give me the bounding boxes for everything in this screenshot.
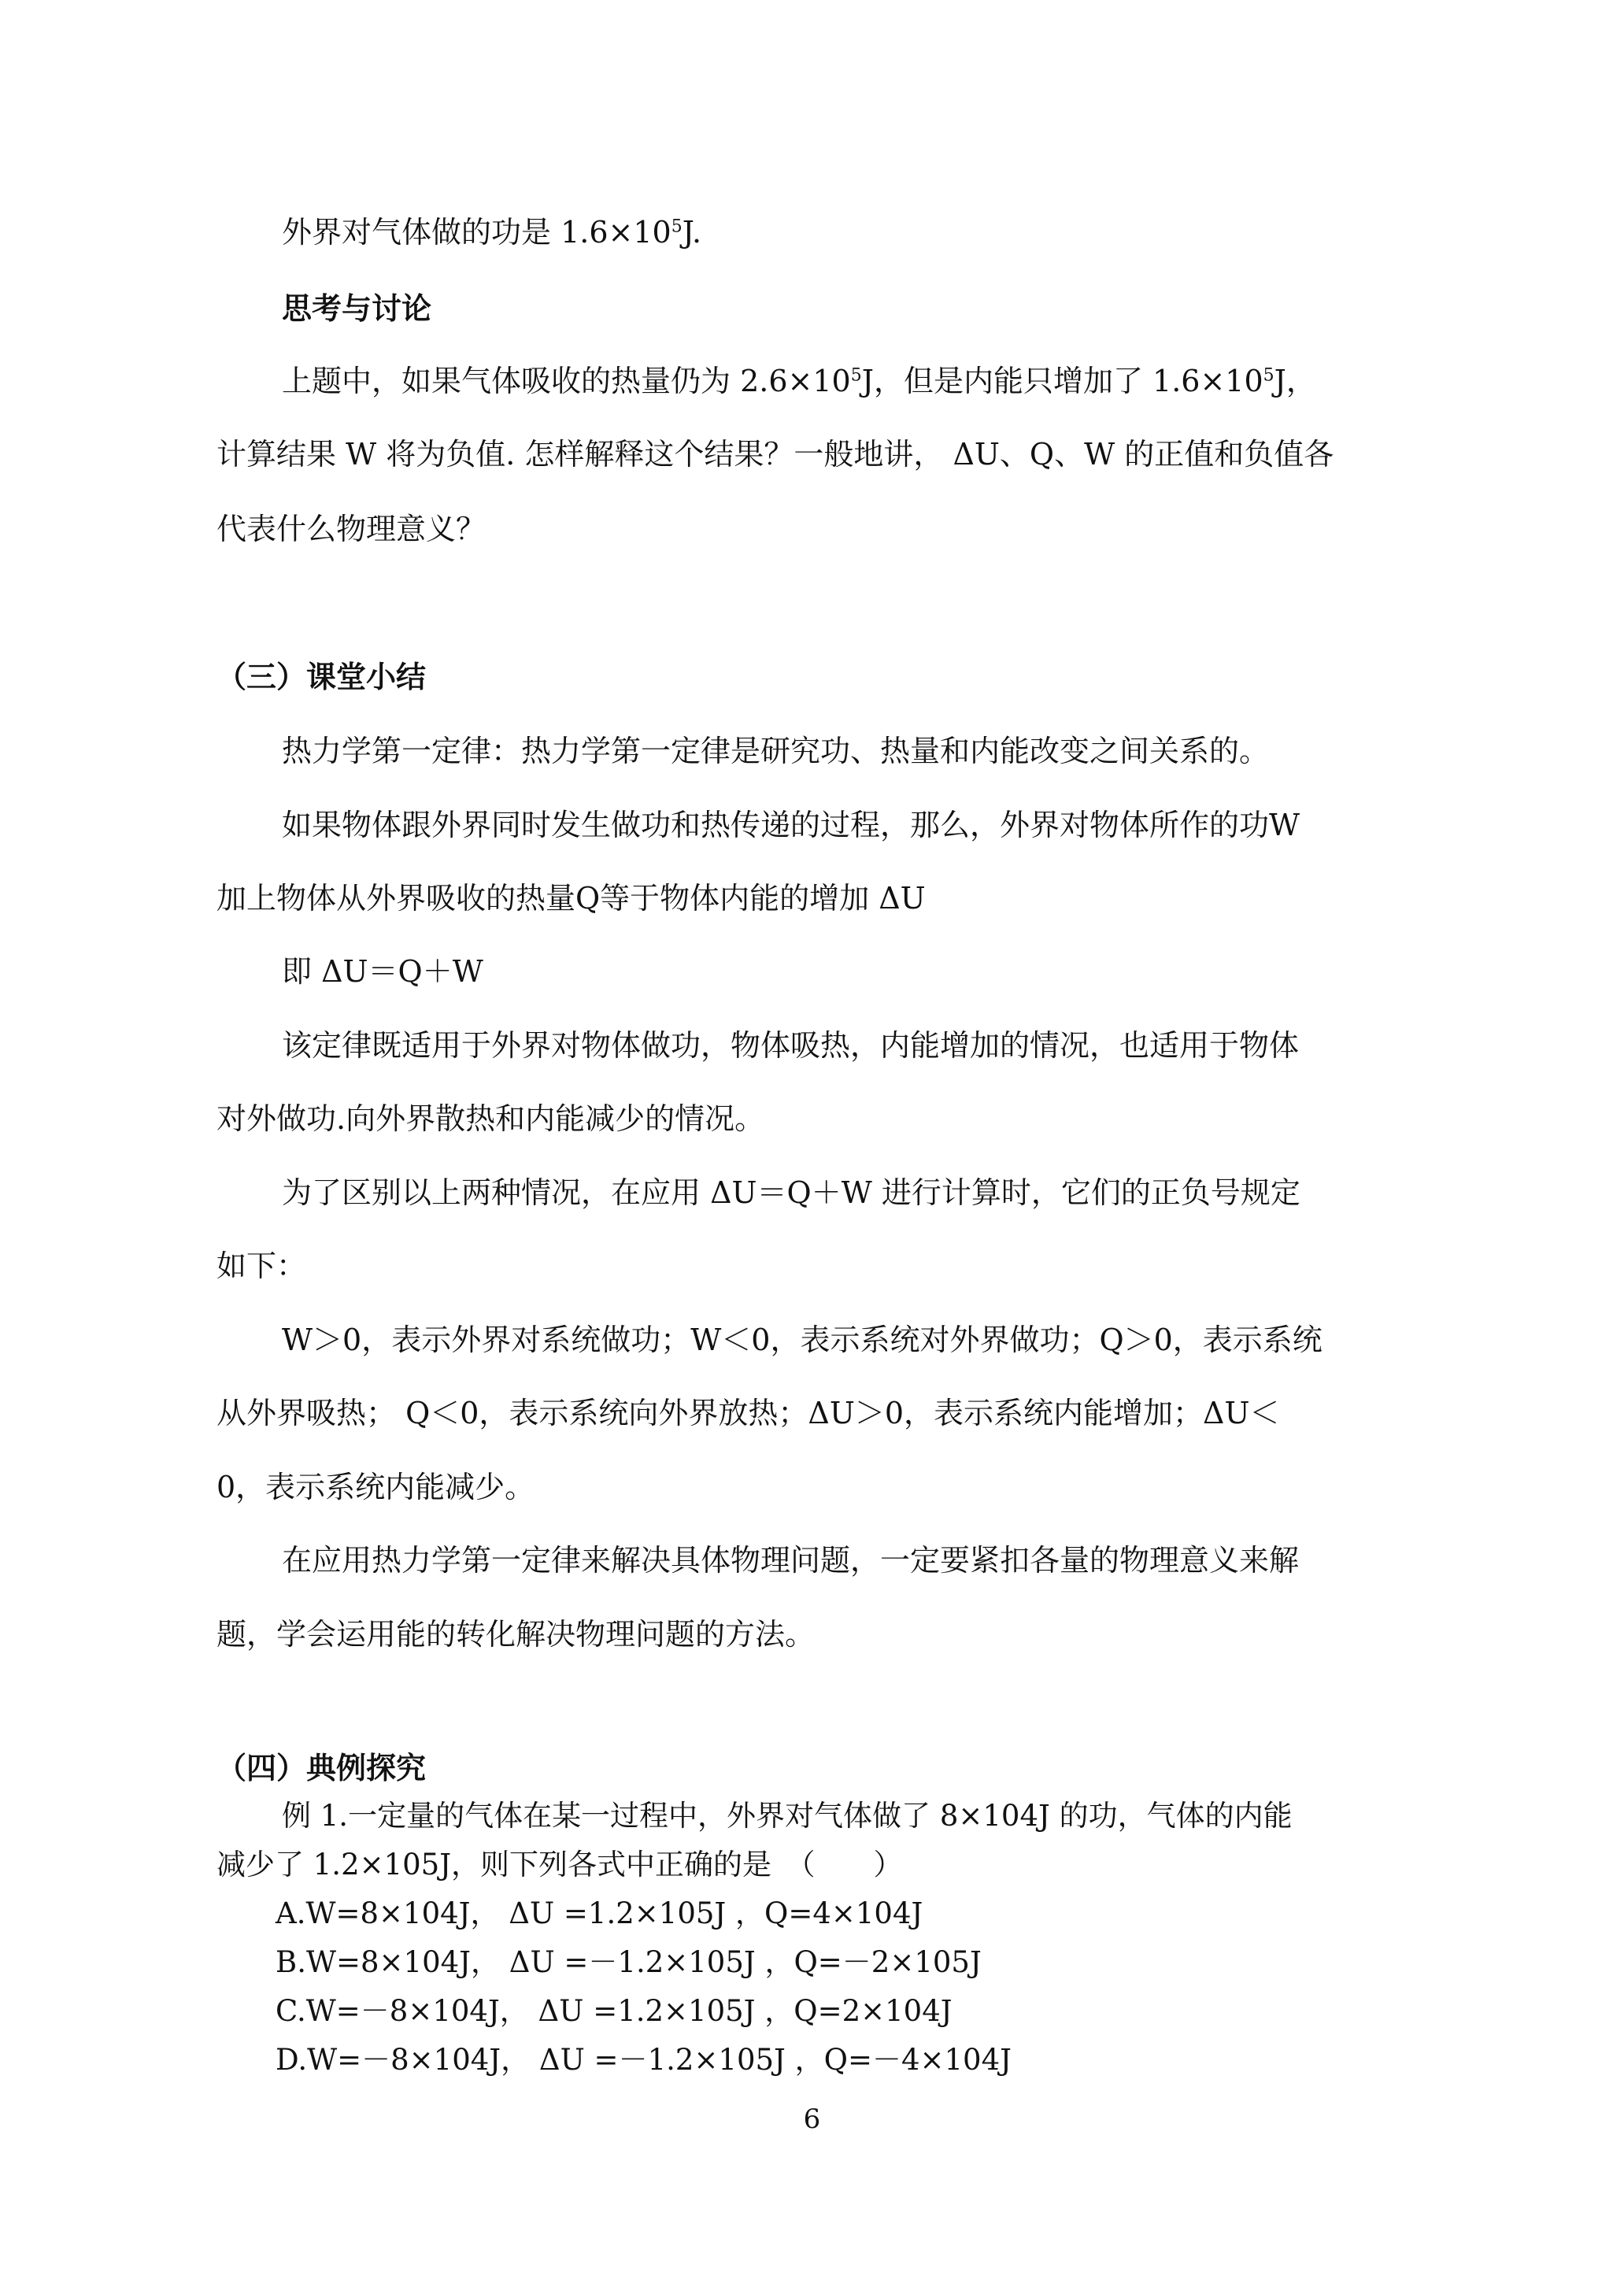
summary-line: 如果物体跟外界同时发生做功和热传递的过程，那么，外界对物体所作的功W (282, 808, 1300, 842)
summary-line: 在应用热力学第一定律来解决具体物理问题，一定要紧扣各量的物理意义来解 (282, 1543, 1300, 1578)
summary-line: 该定律既适用于外界对物体做功，物体吸热，内能增加的情况，也适用于物体 (282, 1028, 1300, 1063)
summary-line: 题，学会运用能的转化解决物理问题的方法。 (216, 1617, 816, 1652)
example-question-line-1: 例 1.一定量的气体在某一过程中，外界对气体做了 8×104J 的功，气体的内能 (282, 1799, 1293, 1833)
summary-line: 加上物体从外界吸收的热量Q等于物体内能的增加 ΔU (216, 881, 926, 916)
work-result-text: 外界对气体做的功是 1.6×10 (282, 215, 671, 250)
summary-heading: （三）课堂小结 (216, 659, 427, 694)
option-a: A.W=8×104J， ΔU =1.2×105J ，Q=4×104J (276, 1896, 923, 1930)
discussion-line-3: 代表什么物理意义？ (216, 512, 486, 546)
discussion-exponent-2: 5 (1263, 365, 1274, 386)
sign-rule-line: 0，表示系统内能减少。 (216, 1470, 535, 1504)
summary-line: 热力学第一定律：热力学第一定律是研究功、热量和内能改变之间关系的。 (282, 734, 1270, 768)
option-d: D.W=－8×104J， ΔU =－1.2×105J ，Q=－4×104J (276, 2043, 1012, 2077)
discussion-title: 思考与讨论 (282, 290, 432, 326)
option-b: B.W=8×104J， ΔU =－1.2×105J ，Q=－2×105J (276, 1945, 982, 1979)
sign-rule-line: W＞0，表示外界对系统做功；W＜0，表示系统对外界做功；Q＞0，表示系统 (282, 1323, 1323, 1357)
discussion-text-b: J，但是内能只增加了 1.6×10 (861, 364, 1263, 398)
sign-rule-line: 从外界吸热； Q＜0，表示系统向外界放热；ΔU＞0，表示系统内能增加；ΔU＜ (216, 1396, 1280, 1430)
discussion-line-1 (282, 362, 1478, 400)
work-result-line (282, 213, 1478, 251)
option-c: C.W=－8×104J， ΔU =1.2×105J ，Q=2×104J (276, 1994, 953, 2028)
summary-line: 为了区别以上两种情况，在应用 ΔU＝Q＋W 进行计算时，它们的正负号规定 (282, 1175, 1300, 1210)
discussion-text-a: 上题中，如果气体吸收的热量仍为 2.6×10 (282, 364, 851, 398)
example-question-line-2: 减少了 1.2×105J，则下列各式中正确的是 （ ） (216, 1848, 903, 1881)
summary-line: 如下： (216, 1249, 307, 1283)
work-result-unit: J. (682, 215, 702, 250)
discussion-text-c: J， (1274, 364, 1316, 398)
work-result-exponent: 5 (671, 216, 683, 237)
discussion-exponent-1: 5 (850, 365, 862, 386)
discussion-line-2: 计算结果 W 将为负值. 怎样解释这个结果？一般地讲， ΔU、Q、W 的正值和负值各 (216, 437, 1334, 472)
formula-line: 即 ΔU＝Q＋W (282, 954, 483, 989)
examples-heading: （四）典例探究 (216, 1750, 427, 1785)
summary-line: 对外做功.向外界散热和内能减少的情况。 (216, 1101, 765, 1136)
page-number: 6 (803, 2103, 821, 2135)
